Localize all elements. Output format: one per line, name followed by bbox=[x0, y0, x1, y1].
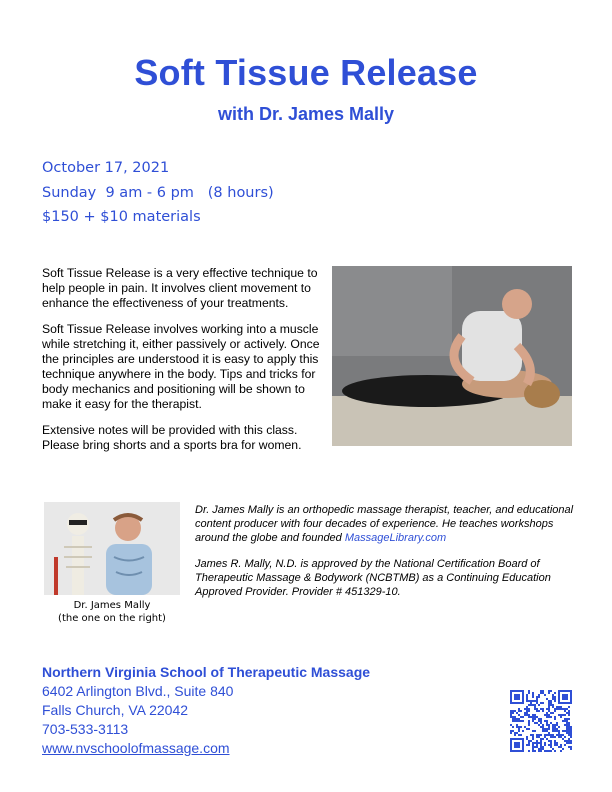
caption-note: (the one on the right) bbox=[58, 613, 166, 624]
qr-code[interactable] bbox=[510, 690, 572, 752]
event-date: October 17, 2021 bbox=[42, 160, 170, 176]
instructor-bio bbox=[195, 503, 590, 611]
address-line-1: 6402 Arlington Blvd., Suite 840 bbox=[42, 683, 234, 699]
description-paragraph-1: Soft Tissue Release is a very effective technique to help people in pain. It involves client movement to enhance the effectiveness of your treatments. bbox=[42, 266, 318, 310]
phone-number: 703-533-3113 bbox=[42, 721, 129, 737]
school-name: Northern Virginia School of Therapeutic Massage bbox=[42, 664, 371, 680]
description-paragraph-3: Extensive notes will be provided with this class. Please bring shorts and a sports bra for women. bbox=[42, 423, 302, 452]
address-line-2: Falls Church, VA 22042 bbox=[42, 702, 189, 718]
description-paragraph-2: Soft Tissue Release involves working into a muscle while stretching it, either passively or actively. Once the principles are understood it is easy to apply this technique anywhere in the body. Tips and tricks for body mechanics and positioning will be shown to make it easy for the therapist. bbox=[42, 322, 320, 411]
massage-library-link[interactable]: MassageLibrary.com bbox=[344, 532, 447, 544]
course-description bbox=[42, 266, 322, 464]
event-time: Sunday 9 am - 6 pm (8 hours) bbox=[42, 185, 274, 201]
bio-paragraph-1-text: Dr. James Mally is an orthopedic massage therapist, teacher, and educational content producer with four decades of experience. He teaches workshops around the globe and founded bbox=[195, 504, 574, 544]
event-price: $150 + $10 materials bbox=[42, 209, 201, 225]
bio-paragraph-1 bbox=[195, 503, 590, 545]
instructor-photo-caption bbox=[44, 599, 180, 625]
caption-name: Dr. James Mally bbox=[73, 600, 151, 611]
page-title: Soft Tissue Release bbox=[134, 52, 478, 93]
massage-demo-photo bbox=[332, 266, 572, 446]
bio-paragraph-2: James R. Mally, N.D. is approved by the National Certification Board of Therapeutic Massage & Bodywork (NCBTMB) as a Continuing Education Approved Provider. Provider # 451329-10. bbox=[195, 558, 551, 598]
school-contact-block bbox=[42, 663, 370, 758]
page-subtitle: with Dr. James Mally bbox=[217, 104, 395, 124]
website-link[interactable]: www.nvschoolofmassage.com bbox=[42, 740, 230, 756]
instructor-photo bbox=[44, 502, 180, 595]
